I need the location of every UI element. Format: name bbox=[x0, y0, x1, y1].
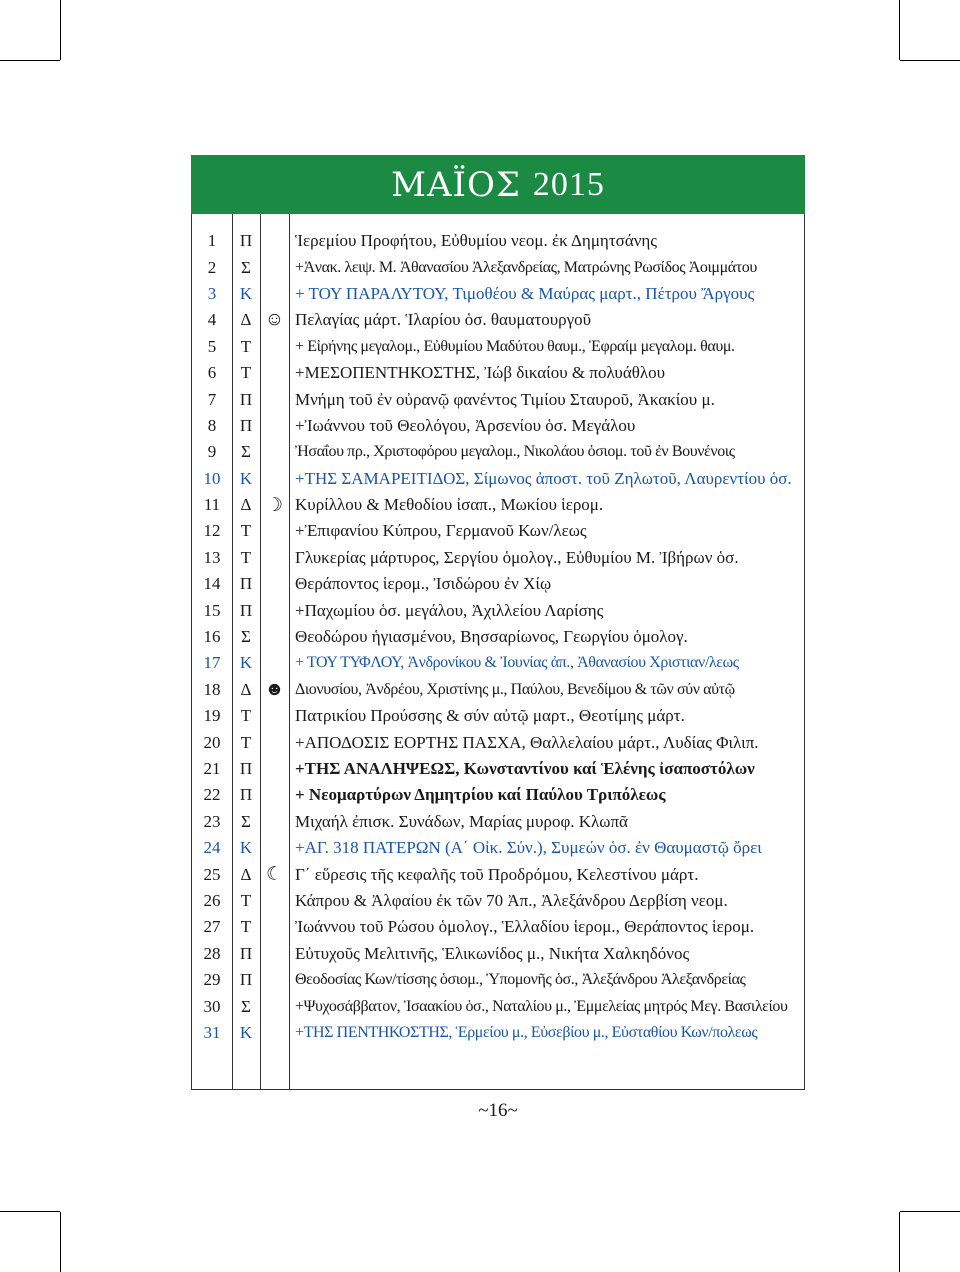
day-number: 24 bbox=[203, 838, 221, 858]
day-number: 30 bbox=[203, 996, 221, 1016]
weekday-letter: Τ bbox=[240, 917, 252, 937]
crop-mark bbox=[60, 0, 61, 60]
day-row bbox=[192, 861, 804, 887]
day-number: 17 bbox=[203, 653, 221, 673]
day-number: 6 bbox=[207, 363, 217, 383]
crop-mark bbox=[899, 1212, 900, 1272]
weekday-letter: Π bbox=[239, 943, 253, 963]
day-number: 12 bbox=[203, 521, 221, 541]
day-row bbox=[192, 254, 804, 280]
weekday-letter: Π bbox=[239, 785, 253, 805]
saint-commemoration: Θεοδοσίας Κων/τίσσης ὁσιομ., Ὑπομονῆς ὁσ., Ἀλεξάνδρου Ἀλεξανδρείας bbox=[295, 971, 746, 989]
day-number: 13 bbox=[203, 547, 221, 567]
saint-commemoration: Κυρίλλου & Μεθοδίου ἰσαπ., Μωκίου ἱερομ. bbox=[295, 495, 604, 515]
day-number: 18 bbox=[203, 679, 221, 699]
weekday-letter: Δ bbox=[240, 864, 252, 884]
weekday-letter: Π bbox=[239, 389, 253, 409]
day-row bbox=[192, 624, 804, 650]
page-number: ~16~ bbox=[478, 1100, 518, 1121]
weekday-letter: Τ bbox=[240, 890, 252, 910]
day-row bbox=[192, 597, 804, 623]
day-row bbox=[192, 967, 804, 993]
column-divider bbox=[232, 214, 233, 1089]
day-row bbox=[192, 782, 804, 808]
day-row bbox=[192, 677, 804, 703]
calendar-page bbox=[191, 155, 805, 1122]
weekday-letter: Τ bbox=[240, 706, 252, 726]
saint-commemoration: Θεοδώρου ἡγιασμένου, Βησσαρίωνος, Γεωργίου ὁμολογ. bbox=[295, 627, 688, 647]
day-number: 14 bbox=[203, 574, 221, 594]
day-row bbox=[192, 650, 804, 676]
day-row bbox=[192, 518, 804, 544]
weekday-letter: Κ bbox=[239, 653, 253, 673]
saint-commemoration: + ΤΟΥ ΤΥΦΛΟΥ, Ἀνδρονίκου & Ἰουνίας ἀπ., Ἀθανασίου Χριστιαν/λεως bbox=[295, 654, 739, 672]
day-number: 11 bbox=[203, 495, 221, 515]
saint-commemoration: Εὐτυχοῦς Μελιτινῆς, Ἑλικωνίδος μ., Νικήτα Χαλκηδόνος bbox=[295, 943, 690, 963]
day-number: 9 bbox=[207, 442, 217, 462]
month-header bbox=[191, 155, 805, 214]
day-number: 10 bbox=[203, 468, 221, 488]
saint-commemoration: +Ψυχοσάββατον, Ἰσαακίου ὁσ., Ναταλίου μ., Ἐμμελείας μητρός Μεγ. Βασιλείου bbox=[295, 997, 788, 1015]
saint-commemoration: +ΜΕΣΟΠΕΝΤΗΚΟΣΤΗΣ, Ἰώβ δικαίου & πολυάθλου bbox=[295, 363, 666, 383]
saint-commemoration: +Ἰωάννου τοῦ Θεολόγου, Ἀρσενίου ὁσ. Μεγάλου bbox=[295, 415, 636, 435]
saint-commemoration: + Νεομαρτύρων Δημητρίου καί Παύλου Τριπόλεως bbox=[295, 785, 666, 805]
column-divider bbox=[289, 214, 290, 1089]
crop-mark bbox=[0, 60, 60, 61]
day-number: 16 bbox=[203, 627, 221, 647]
weekday-letter: Τ bbox=[240, 732, 252, 752]
saint-commemoration: Πελαγίας μάρτ. Ἱλαρίου ὁσ. θαυματουργοῦ bbox=[295, 310, 592, 330]
day-row bbox=[192, 835, 804, 861]
day-number: 3 bbox=[207, 283, 217, 303]
saint-commemoration: Ἠσαΐου πρ., Χριστοφόρου μεγαλομ., Νικολάου ὁσιομ. τοῦ ἐν Βουνένοις bbox=[295, 443, 735, 461]
day-number: 15 bbox=[203, 600, 221, 620]
day-number: 27 bbox=[203, 917, 221, 937]
saint-commemoration: Πατρικίου Προύσσης & σύν αὐτῷ μαρτ., Θεοτίμης μάρτ. bbox=[295, 706, 685, 726]
weekday-letter: Σ bbox=[241, 442, 251, 462]
month-title: ΜΑΪΟΣ bbox=[391, 164, 521, 205]
weekday-letter: Δ bbox=[240, 310, 252, 330]
day-rows bbox=[192, 214, 804, 1046]
saint-commemoration: +ΤΗΣ ΣΑΜΑΡΕΙΤΙΔΟΣ, Σίμωνος ἀποστ. τοῦ Ζηλωτοῦ, Λαυρεντίου ὁσ. bbox=[295, 468, 792, 488]
saint-commemoration: Ἱερεμίου Προφήτου, Εὐθυμίου νεομ. ἐκ Δημητσάνης bbox=[295, 231, 658, 251]
weekday-letter: Σ bbox=[241, 627, 251, 647]
day-number: 8 bbox=[207, 415, 217, 435]
day-row bbox=[192, 360, 804, 386]
day-row bbox=[192, 729, 804, 755]
saint-commemoration: +ΤΗΣ ΑΝΑΛΗΨΕΩΣ, Κωνσταντίνου καί Ἑλένης ἰσαποστόλων bbox=[295, 759, 755, 778]
saint-commemoration: Μνήμη τοῦ ἐν οὐρανῷ φανέντος Τιμίου Σταυροῦ, Ἀκακίου μ. bbox=[295, 389, 715, 409]
day-row bbox=[192, 1020, 804, 1046]
saint-commemoration: +Ἀνακ. λειψ. Μ. Ἀθανασίου Ἀλεξανδρείας, Ματρώνης Ρωσίδος Ἀοιμμάτου bbox=[295, 258, 757, 276]
day-number: 23 bbox=[203, 811, 221, 831]
calendar-table bbox=[191, 214, 805, 1090]
saint-commemoration: Γ΄ εὕρεσις τῆς κεφαλῆς τοῦ Προδρόμου, Κελεστίνου μάρτ. bbox=[295, 864, 699, 884]
saint-commemoration: +Ἐπιφανίου Κύπρου, Γερμανοῦ Κων/λεως bbox=[295, 521, 587, 541]
weekday-letter: Π bbox=[239, 231, 253, 251]
crop-mark bbox=[60, 1212, 61, 1272]
weekday-letter: Τ bbox=[240, 363, 252, 383]
day-row bbox=[192, 756, 804, 782]
weekday-letter: Π bbox=[239, 574, 253, 594]
day-number: 31 bbox=[203, 1022, 221, 1042]
day-number: 19 bbox=[203, 706, 221, 726]
day-row bbox=[192, 571, 804, 597]
weekday-letter: Π bbox=[239, 759, 253, 778]
moon-phase-icon: ☻ bbox=[264, 678, 285, 700]
day-number: 28 bbox=[203, 943, 221, 963]
weekday-letter: Κ bbox=[239, 1022, 253, 1042]
weekday-letter: Σ bbox=[241, 811, 251, 831]
day-row bbox=[192, 439, 804, 465]
moon-phase-icon: ☺ bbox=[264, 309, 285, 331]
day-row bbox=[192, 545, 804, 571]
day-number: 2 bbox=[207, 257, 217, 277]
saint-commemoration: Θεράποντος ἱερομ., Ἰσιδώρου ἐν Χίῳ bbox=[295, 574, 552, 594]
column-divider bbox=[260, 214, 261, 1089]
day-number: 5 bbox=[207, 336, 217, 356]
moon-phase-icon: ☾ bbox=[265, 864, 284, 886]
day-row bbox=[192, 281, 804, 307]
crop-mark bbox=[899, 0, 900, 60]
moon-phase-icon: ☽ bbox=[265, 494, 284, 516]
day-number: 26 bbox=[203, 890, 221, 910]
day-number: 4 bbox=[207, 310, 217, 330]
day-number: 21 bbox=[203, 759, 221, 778]
weekday-letter: Κ bbox=[239, 468, 253, 488]
weekday-letter: Δ bbox=[240, 679, 252, 699]
weekday-letter: Δ bbox=[240, 495, 252, 515]
weekday-letter: Π bbox=[239, 600, 253, 620]
day-row bbox=[192, 888, 804, 914]
saint-commemoration: Διονυσίου, Ἀνδρέου, Χριστίνης μ., Παύλου, Βενεδίμου & τῶν σύν αὐτῷ bbox=[295, 680, 735, 698]
day-number: 7 bbox=[207, 389, 217, 409]
day-row bbox=[192, 492, 804, 518]
weekday-letter: Κ bbox=[239, 283, 253, 303]
weekday-letter: Π bbox=[239, 970, 253, 990]
day-row bbox=[192, 941, 804, 967]
day-number: 29 bbox=[203, 970, 221, 990]
weekday-letter: Σ bbox=[241, 257, 251, 277]
weekday-letter: Π bbox=[239, 415, 253, 435]
day-row bbox=[192, 809, 804, 835]
weekday-letter: Τ bbox=[240, 547, 252, 567]
day-row bbox=[192, 228, 804, 254]
saint-commemoration: Κάπρου & Ἀλφαίου ἐκ τῶν 70 Ἀπ., Ἀλεξάνδρου Δερβίση νεομ. bbox=[295, 890, 728, 910]
weekday-letter: Τ bbox=[240, 521, 252, 541]
day-number: 22 bbox=[203, 785, 221, 805]
day-row bbox=[192, 334, 804, 360]
saint-commemoration: Ἰωάννου τοῦ Ρώσου ὁμολογ., Ἑλλαδίου ἱερομ., Θεράποντος ἱερομ. bbox=[295, 917, 755, 937]
day-number: 1 bbox=[207, 231, 217, 251]
saint-commemoration: + ΤΟΥ ΠΑΡΑΛΥΤΟΥ, Τιμοθέου & Μαύρας μαρτ., Πέτρου Ἄργους bbox=[295, 283, 755, 303]
saint-commemoration: +ΑΓ. 318 ΠΑΤΕΡΩΝ (Α΄ Οἰκ. Σύν.), Συμεών ὁσ. ἐν Θαυμαστῷ ὄρει bbox=[295, 838, 762, 858]
year-title: 2015 bbox=[532, 165, 605, 203]
crop-mark bbox=[0, 1211, 60, 1212]
crop-mark bbox=[900, 1211, 960, 1212]
day-row bbox=[192, 307, 804, 333]
day-row bbox=[192, 413, 804, 439]
day-row bbox=[192, 386, 804, 412]
saint-commemoration: Μιχαήλ ἐπισκ. Συνάδων, Μαρίας μυροφ. Κλωπᾶ bbox=[295, 811, 628, 831]
day-number: 25 bbox=[203, 864, 221, 884]
day-row bbox=[192, 914, 804, 940]
saint-commemoration: +ΑΠΟΔΟΣΙΣ ΕΟΡΤΗΣ ΠΑΣΧΑ, Θαλλελαίου μάρτ., Λυδίας Φιλιπ. bbox=[295, 732, 759, 752]
saint-commemoration: +ΤΗΣ ΠΕΝΤΗΚΟΣΤΗΣ, Ἑρμείου μ., Εὐσεβίου μ., Εὐσταθίου Κων/πολεως bbox=[295, 1023, 758, 1041]
day-row bbox=[192, 993, 804, 1019]
day-row bbox=[192, 703, 804, 729]
day-number: 20 bbox=[203, 732, 221, 752]
weekday-letter: Κ bbox=[239, 838, 253, 858]
saint-commemoration: Γλυκερίας μάρτυρος, Σεργίου ὁμολογ., Εὐθυμίου Μ. Ἰβήρων ὁσ. bbox=[295, 547, 739, 567]
saint-commemoration: +Παχωμίου ὁσ. μεγάλου, Ἀχιλλείου Λαρίσης bbox=[295, 600, 604, 620]
saint-commemoration: + Εἰρήνης μεγαλομ., Εὐθυμίου Μαδύτου θαυμ., Ἐφραίμ μεγαλομ. θαυμ. bbox=[295, 337, 735, 355]
day-row bbox=[192, 466, 804, 492]
weekday-letter: Σ bbox=[241, 996, 251, 1016]
weekday-letter: Τ bbox=[240, 336, 252, 356]
crop-mark bbox=[900, 60, 960, 61]
